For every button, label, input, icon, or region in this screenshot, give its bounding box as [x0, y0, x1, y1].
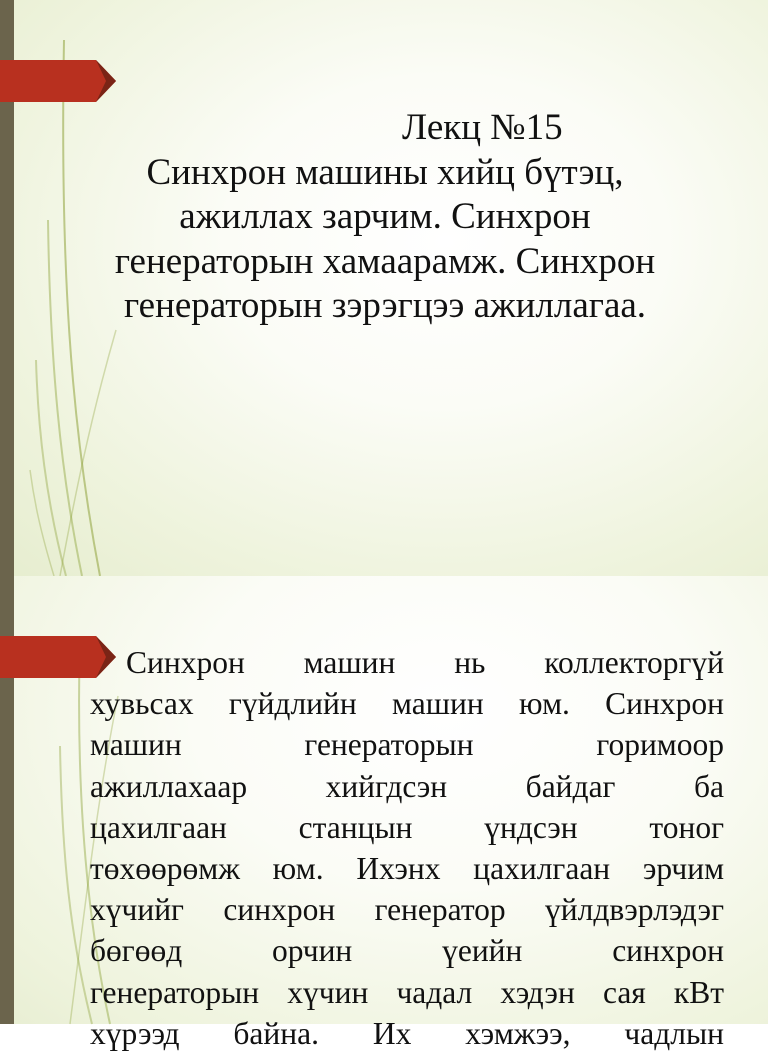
- slide-body-paragraph: [90, 642, 724, 1054]
- body-line: хүрээд байна. Их хэмжээ, чадлын: [90, 1015, 724, 1051]
- body-line: бөгөөд орчин үеийн синхрон: [90, 933, 724, 969]
- body-line: Синхрон машин нь коллекторгүй: [126, 645, 724, 680]
- body-line: төхөөрөмж юм. Ихэнх цахилгаан эрчим: [90, 851, 724, 887]
- body-line: хүчийг синхрон генератор үйлдвэрлэдэг: [90, 892, 724, 928]
- body-line: хувьсах гүйдлийн машин юм. Синхрон: [90, 686, 724, 722]
- slide-tab-marker: [0, 60, 118, 102]
- title-line: Синхрон машины хийц бүтэц,: [146, 151, 624, 193]
- slide-title: [40, 106, 730, 329]
- title-line: генераторын зэрэгцээ ажиллагаа.: [123, 285, 647, 326]
- lecture-number: Лекц №15: [402, 107, 563, 148]
- body-line: цахилгаан станцын үндсэн тоног: [90, 809, 724, 845]
- body-line: ажиллахаар хийгдсэн байдаг ба: [90, 768, 724, 804]
- body-line: генераторын хүчин чадал хэдэн сая кВт: [90, 974, 724, 1010]
- title-line: ажиллах зарчим. Синхрон: [179, 196, 591, 237]
- title-line: генераторын хамаарамж. Синхрон: [114, 240, 656, 282]
- content-slide: [0, 576, 768, 1051]
- body-line: машин генераторын горимоор: [90, 727, 724, 763]
